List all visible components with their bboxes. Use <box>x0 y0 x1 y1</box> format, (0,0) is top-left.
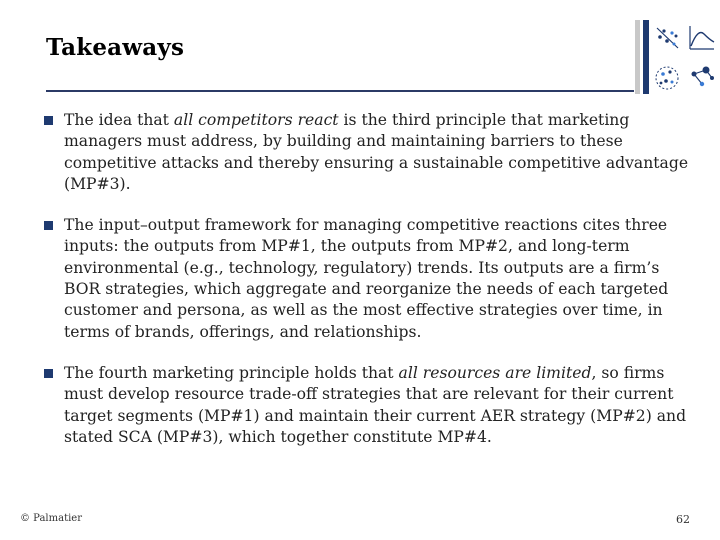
bullet-item <box>44 363 694 448</box>
bullet-text: The fourth marketing principle holds that all resources are limited, so firms must develop resource trade-off strategies that are relevant for their current target segments (MP#1) and maintain their current AER strategy (MP#2) and stated SCA (MP#3), which together constitute MP#4. <box>64 363 687 446</box>
bullet-item <box>44 215 694 343</box>
logo-icon-group <box>654 22 716 94</box>
bullet-list <box>44 110 694 468</box>
copyright-footer: © Palmatier <box>20 513 82 524</box>
logo-bar-dark <box>643 20 649 94</box>
network-node-icon <box>692 67 715 87</box>
scatter-split-icon <box>657 28 678 48</box>
bullet-square-icon <box>44 369 53 378</box>
logo-bar-light <box>635 20 640 94</box>
bullet-square-icon <box>44 116 53 125</box>
bullet-item <box>44 110 694 195</box>
title-underline <box>46 90 634 92</box>
slide-title: Takeaways <box>46 34 185 61</box>
bullet-text: The idea that all competitors react is the third principle that marketing managers must address, by building and maintaining barriers to these competitive attacks and thereby ensuring a sustainable competitive advantage (MP#3). <box>64 111 689 193</box>
bullet-text: The input–output framework for managing competitive reactions cites three inputs: the outputs from MP#1, the outputs from MP#2, and long-term environmental (e.g., technology, regulatory) trends. Its outputs are a firm’s BOR strategies, which aggregate and reorganize the needs of each targeted customer and persona, as well as the most effective strategies over time, in terms of brands, offerings, and relationships. <box>64 216 669 341</box>
cluster-dots-icon <box>656 67 678 89</box>
page-number: 62 <box>676 513 690 526</box>
curve-chart-icon <box>690 26 714 49</box>
bullet-square-icon <box>44 221 53 230</box>
